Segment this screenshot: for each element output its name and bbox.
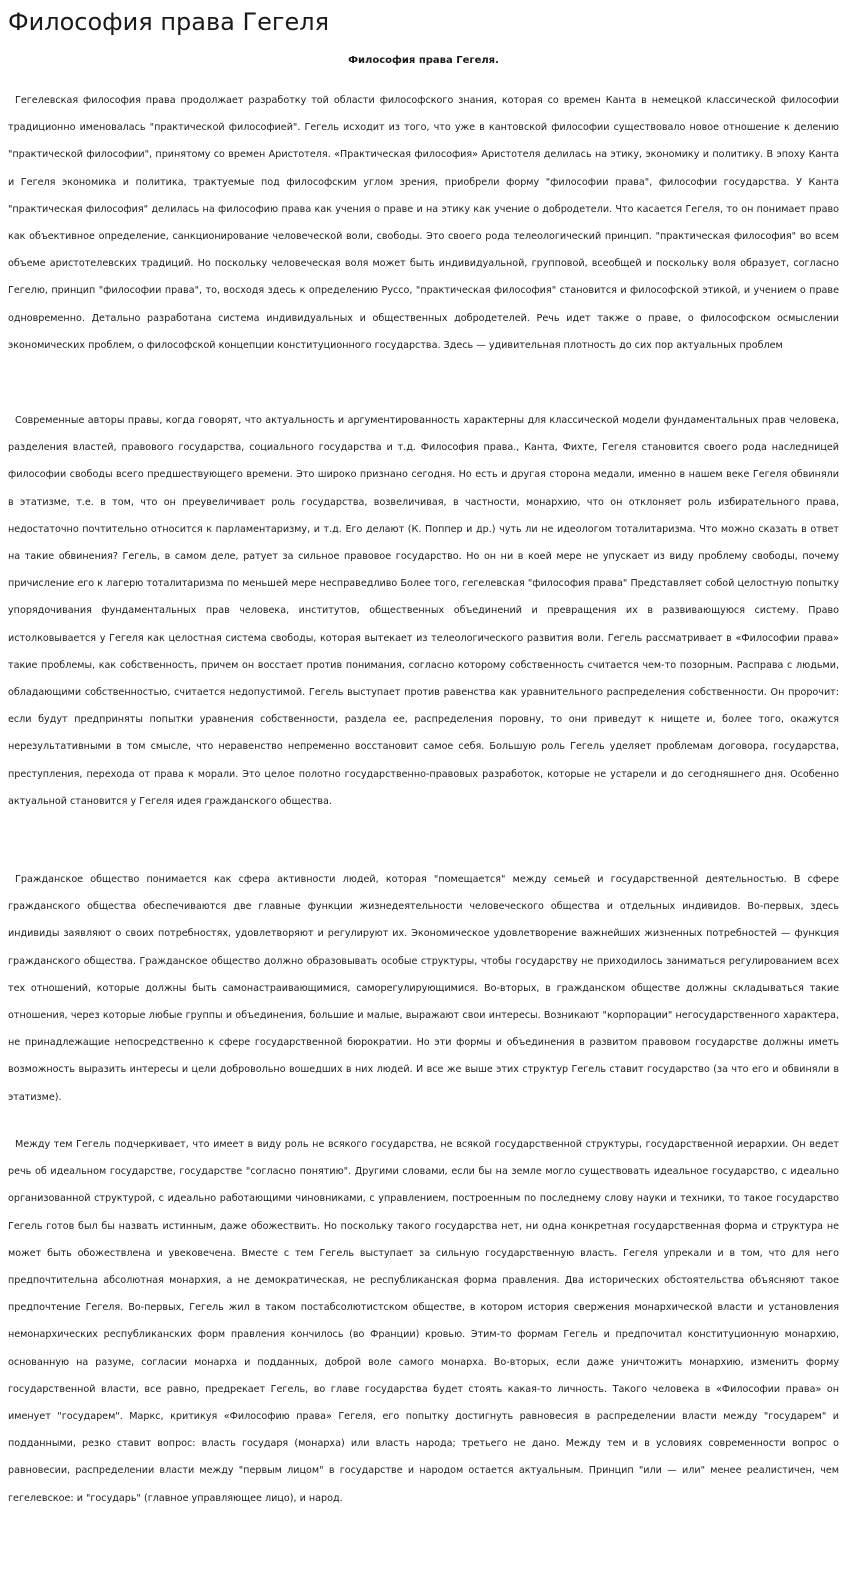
paragraph-practical-philosophy: Гегелевская философия права продолжает разработку той области философского знания, которая со времен Канта в немецкой классической философии традиционно именовалась "практической философией". Гегель исходит из того, что уже в кантовской философии существовало новое отношение к делению "практической философии", принятому со времен Аристотеля. «Практическая философия» Аристотеля делилась на этику, экономику и политику. В эпоху Канта и Гегеля экономика и политика, трактуемые под философским углом зрения, приобрели форму "философии права", философии государства. У Канта "практическая философия" делилась на философию права как учения о праве и на этику как учение о добродетели. Что касается Гегеля, то он понимает право как объективное определение, санкционирование человеческой воли, свободы. Это своего рода телеологический принцип. "практическая философия" во всем объеме аристотелевских традиций. Но поскольку человеческая воля может быть индивидуальной, групповой, всеобщей и поскольку воля образует, согласно Гегелю, принцип "философии права", то, восходя здесь к определению Руссо, "практическая философия" становится и философской этикой, и учением о праве одновременно. Детально разработана система индивидуальных и общественных добродетелей. Речь идет также о праве, о философском осмыслении экономических проблем, о философской концепции конституционного государства. Здесь — удивительная плотность до сих пор актуальных проблем <box>8 95 839 351</box>
article-subtitle: Философия права Гегеля. <box>348 55 499 66</box>
page-title: Философия права Гегеля <box>8 8 330 36</box>
paragraph-civil-society: Гражданское общество понимается как сфера активности людей, которая "помещается" между семьей и государственной деятельностью. В сфере гражданского общества обеспечиваются две главные функции жизнедеятельности человеческого общества и отдельных индивидов. Во-первых, здесь индивиды заявляют о своих потребностях, удовлетворяют и регулируют их. Экономическое удовлетворение важнейших жизненных потребностей — функция гражданского общества. Гражданское общество должно образовывать особые структуры, чтобы государству не приходилось заниматься регулированием всех тех отношений, которые должны быть самонастраивающимися, саморегулирующимися. Во-вторых, в гражданском обществе должны складываться такие отношения, через которые любые группы и объединения, большие и малые, выражают свои интересы. Возникают "корпорации" негосударственного характера, не принадлежащие непосредственно к сфере государственной бюрократии. Но эти формы и объединения в развитом правовом государстве должны иметь возможность выразить интересы и цели добровольно вошедших в них людей. И все же выше этих структур Гегель ставит государство (за что его и обвиняли в этатизме). <box>8 874 839 1103</box>
paragraph-modern-authors: Современные авторы правы, когда говорят, что актуальность и аргументированность характерны для классической модели фундаментальных прав человека, разделения властей, правового государства, социального государства и т.д. Философия права., Канта, Фихте, Гегеля становится своего рода наследницей философии свободы всего предшествующего времени. Это широко признано сегодня. Но есть и другая сторона медали, именно в нашем веке Гегеля обвиняли в этатизме, т.е. в том, что он преувеличивает роль государства, возвеличивая, в частности, монархию, что он отклоняет роль избирательного права, недостаточно почтительно относится к парламентаризму, и т.д. Его делают (К. Поппер и др.) чуть ли не идеологом тоталитаризма. Что можно сказать в ответ на такие обвинения? Гегель, в самом деле, ратует за сильное правовое государство. Но он ни в коей мере не упускает из виду проблему свободы, почему причисление его к лагерю тоталитаризма по меньшей мере несправедливо Более того, гегелевская "философия права" Представляет собой целостную попытку упорядочивания фундаментальных прав человека, институтов, общественных объединений и превращения их в развивающуюся систему. Право истолковывается у Гегеля как целостная система свободы, которая вытекает из телеологического развития воли. Гегель рассматривает в «Философии права» такие проблемы, как собственность, причем он восстает против понимания, согласно которому собственность считается чем-то позорным. Расправа с людьми, обладающими собственностью, считается недопустимой. Гегель выступает против равенства как уравнительного распределения собственности. Он пророчит: если будут предприняты попытки уравнения собственности, раздела ее, распределения поровну, то они приведут к нищете и, более того, окажутся нерезультативными в том смысле, что неравенство непременно восстановит самое себя. Большую роль Гегель уделяет проблемам договора, государства, преступления, перехода от права к морали. Это целое полотно государственно-правовых разработок, которые не устарели и до сегодняшнего дня. Особенно актуальной становится у Гегеля идея гражданского общества. <box>8 415 839 807</box>
paragraph-ideal-state: Между тем Гегель подчеркивает, что имеет в виду роль не всякого государства, не всякой государственной структуры, государственной иерархии. Он ведет речь об идеальном государстве, государстве "согласно понятию". Другими словами, если бы на земле могло существовать идеальное государство, с идеально организованной структурой, с идеально работающими чиновниками, с управлением, построенным по последнему слову науки и техники, то такое государство Гегель готов был бы назвать истинным, даже обожествить. Но поскольку такого государства нет, ни одна конкретная государственная форма и структура не может быть обожествлена и увековечена. Вместе с тем Гегель выступает за сильную государственную власть. Гегеля упрекали и в том, что для него предпочтительна абсолютная монархия, а не демократическая, не республиканская форма правления. Два исторических обстоятельства объясняют такое предпочтение Гегеля. Во-первых, Гегель жил в таком постабсолютистском обществе, в котором история свержения монархической власти и установления немонархических республиканских форм правления кончилось (во Франции) кровью. Этим-то формам Гегель и предпочитал конституционную монархию, основанную на разуме, согласии монарха и подданных, доброй воле самого монарха. Во-вторых, если даже уничтожить монархию, изменить форму государственной власти, все равно, предрекает Гегель, во главе государства будет стоять какая-то личность. Такого человека в «Философии права» он именует "государем". Маркс, критикуя «Философию права» Гегеля, его попытку достигнуть равновесия в распределении власти между "государем" и подданными, резко ставит вопрос: власть государя (монарха) или власть народа; третьего не дано. Между тем и в условиях современности вопрос о равновесии, распределении власти между "первым лицом" в государстве и народом остается актуальным. Принцип "или — или" менее реалистичен, чем гегелевское: и "государь" (главное управляющее лицо), и народ. <box>8 1139 839 1504</box>
